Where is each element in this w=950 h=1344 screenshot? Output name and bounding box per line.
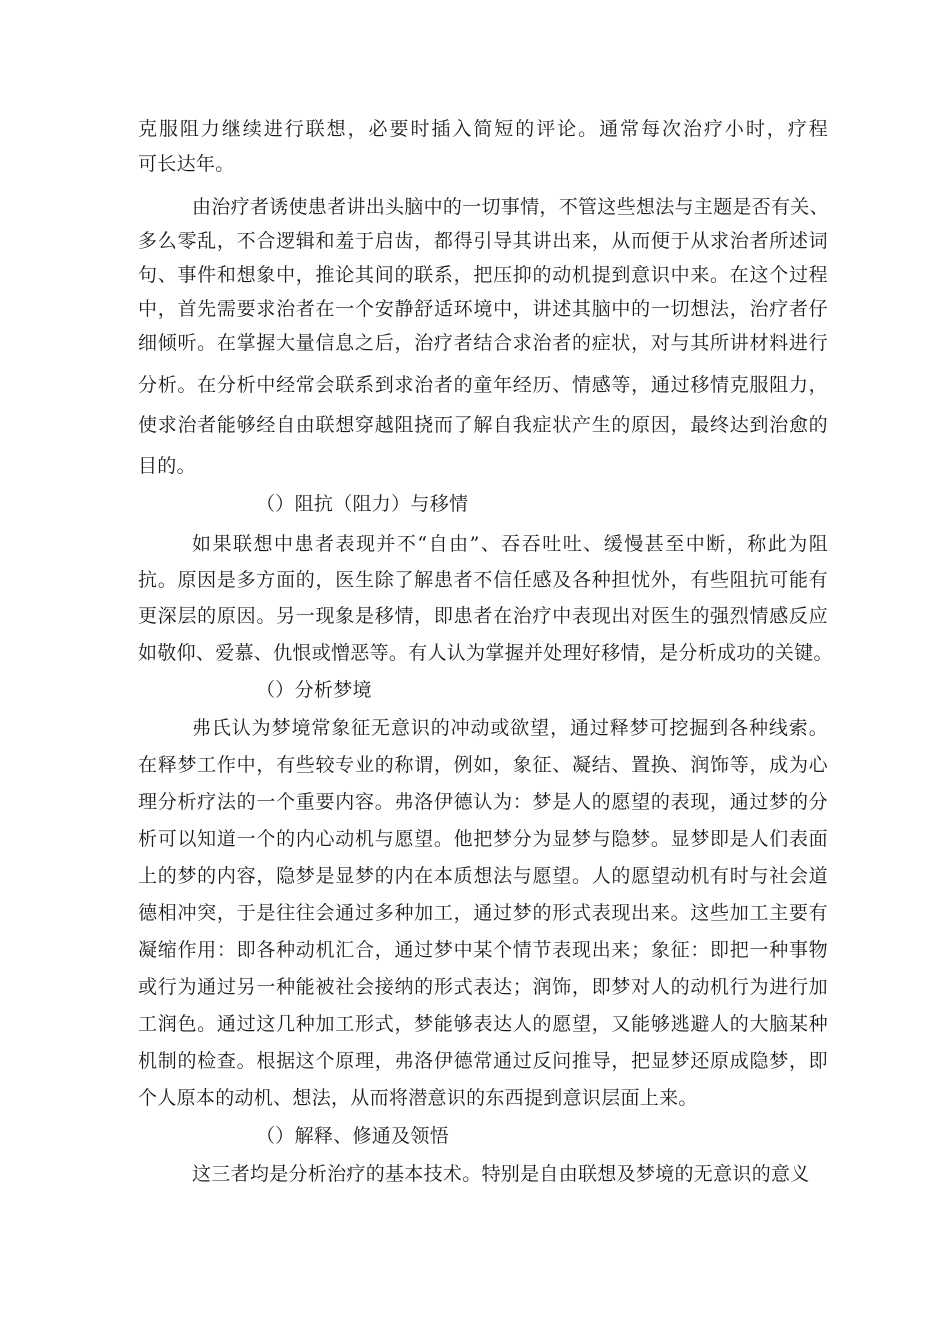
paragraph-line: 个人原本的动机、想法，从而将潜意识的东西提到意识层面上来。	[138, 1087, 698, 1109]
paragraph-line: 上的梦的内容，隐梦是显梦的内在本质想法与愿望。人的愿望动机有时与社会道	[138, 865, 828, 887]
paragraph-line: 在释梦工作中，有些较专业的称谓，例如，象征、凝结、置换、润饰等，成为心	[138, 754, 828, 776]
paragraph-line: 中，首先需要求治者在一个安静舒适环境中，讲述其脑中的一切想法，治疗者仔	[138, 298, 828, 320]
paragraph-line: 抗。原因是多方面的，医生除了解患者不信任感及各种担忧外，有些阻抗可能有	[138, 569, 828, 591]
paragraph-line: 这三者均是分析治疗的基本技术。特别是自由联想及梦境的无意识的意义	[192, 1163, 810, 1185]
paragraph-line: 由治疗者诱使患者讲出头脑中的一切事情，不管这些想法与主题是否有关、	[192, 196, 829, 218]
paragraph-line: 细倾听。在掌握大量信息之后，治疗者结合求治者的症状，对与其所讲材料进行	[138, 332, 828, 354]
paragraph-line: 分析。在分析中经常会联系到求治者的童年经历、情感等，通过移情克服阻力，	[138, 374, 828, 396]
paragraph-line: 工润色。通过这几种加工形式，梦能够表达人的愿望，又能够逃避人的大脑某种	[138, 1013, 828, 1035]
paragraph-line: 目的。	[138, 455, 196, 477]
paragraph-line: 弗氏认为梦境常象征无意识的冲动或欲望，通过释梦可挖掘到各种线索。	[192, 717, 828, 739]
paragraph-line: 析可以知道一个的内心动机与愿望。他把梦分为显梦与隐梦。显梦即是人们表面	[138, 828, 828, 850]
paragraph-line: 理分析疗法的一个重要内容。弗洛伊德认为：梦是人的愿望的表现，通过梦的分	[138, 791, 828, 813]
paragraph-line: 或行为通过另一种能被社会接纳的形式表达；润饰，即梦对人的动机行为进行加	[138, 976, 828, 998]
section-heading: （）解释、修通及领悟	[256, 1125, 450, 1147]
paragraph-line: 可长达年。	[138, 153, 235, 175]
paragraph-line: 克服阻力继续进行联想，必要时插入简短的评论。通常每次治疗小时，疗程	[138, 118, 828, 140]
paragraph-line: 更深层的原因。另一现象是移情，即患者在治疗中表现出对医生的强烈情感反应	[138, 605, 828, 627]
paragraph-line: 使求治者能够经自由联想穿越阻挠而了解自我症状产生的原因，最终达到治愈的	[138, 414, 828, 436]
paragraph-line: 机制的检查。根据这个原理，弗洛伊德常通过反问推导，把显梦还原成隐梦，即	[138, 1050, 828, 1072]
paragraph-line: 如果联想中患者表现并不“自由”、吞吞吐吐、缓慢甚至中断，称此为阻	[192, 533, 828, 555]
section-heading: （）分析梦境	[256, 679, 372, 701]
paragraph-line: 凝缩作用：即各种动机汇合，通过梦中某个情节表现出来；象征：即把一种事物	[138, 939, 828, 961]
paragraph-line: 如敬仰、爱慕、仇恨或憎恶等。有人认为掌握并处理好移情，是分析成功的关键。	[138, 642, 833, 664]
paragraph-line: 句、事件和想象中，推论其间的联系，把压抑的动机提到意识中来。在这个过程	[138, 264, 828, 286]
paragraph-line: 多么零乱，不合逻辑和羞于启齿，都得引导其讲出来，从而便于从求治者所述词	[138, 230, 828, 252]
paragraph-line: 德相冲突，于是往往会通过多种加工，通过梦的形式表现出来。这些加工主要有	[138, 902, 828, 924]
section-heading: （）阻抗（阻力）与移情	[256, 493, 469, 515]
